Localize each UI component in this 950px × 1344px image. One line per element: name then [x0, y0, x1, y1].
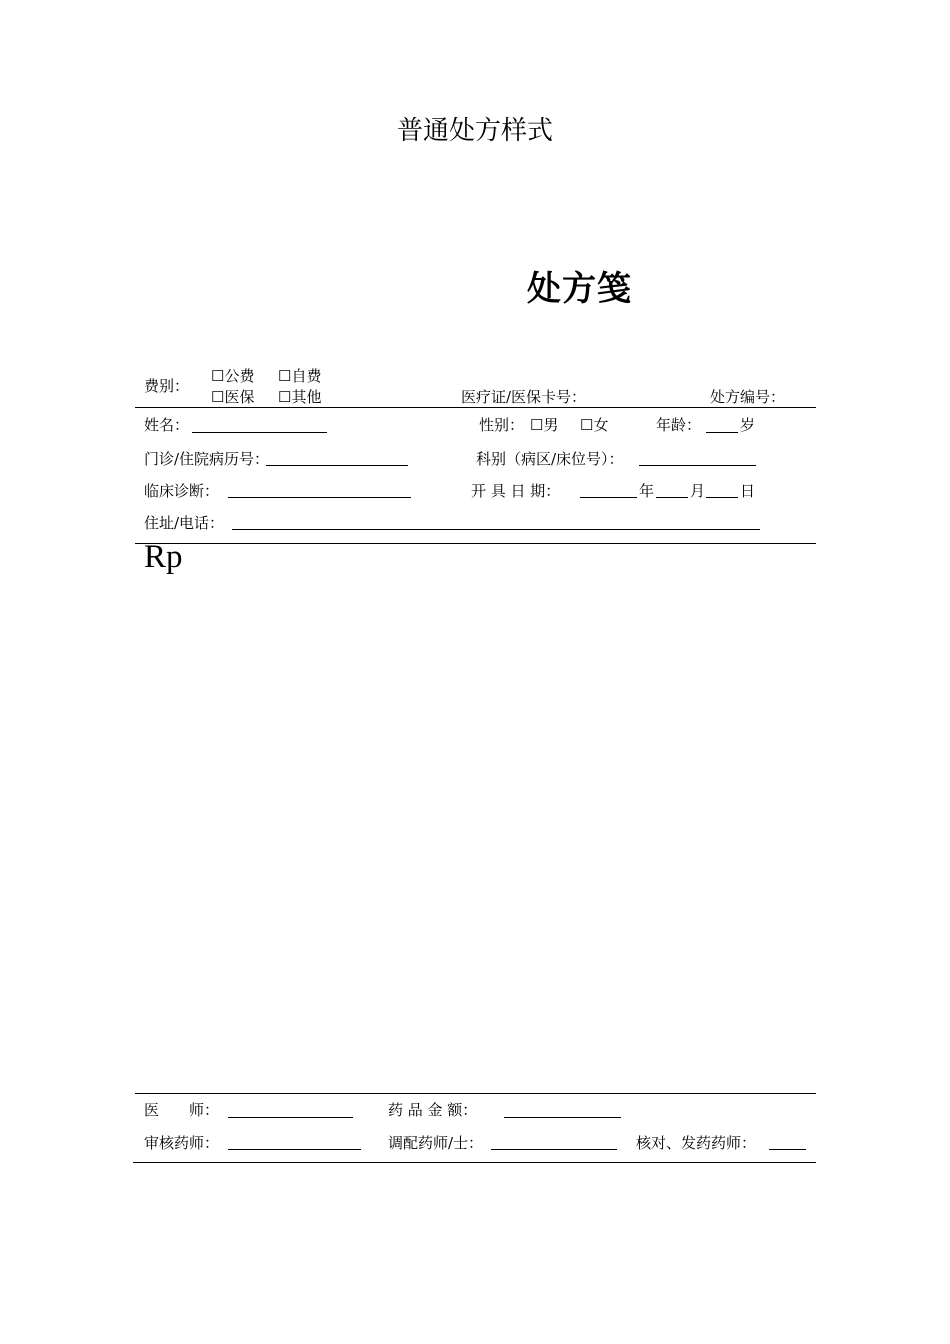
diagnosis-label: 临床诊断： — [144, 482, 220, 500]
header-divider — [135, 407, 816, 408]
fee-option-public[interactable]: ☐公费 — [211, 367, 255, 385]
reviewer-label: 审核药师： — [144, 1134, 220, 1152]
record-number-field[interactable] — [266, 465, 408, 466]
fee-option-other[interactable]: ☐其他 — [278, 388, 322, 406]
fee-category-label: 费别： — [144, 377, 190, 395]
drug-amount-field[interactable] — [504, 1117, 621, 1118]
diagnosis-field[interactable] — [228, 497, 411, 498]
date-day-label: 日 — [740, 482, 756, 500]
date-year-label: 年 — [639, 482, 655, 500]
record-number-label: 门诊/住院病历号： — [144, 450, 270, 468]
date-month-field[interactable] — [656, 497, 688, 498]
age-label: 年龄： — [656, 416, 702, 434]
rx-number-label: 处方编号： — [710, 388, 786, 406]
department-label: 科别（病区/床位号）： — [476, 450, 624, 468]
age-field[interactable] — [706, 432, 738, 433]
gender-label: 性别： — [479, 416, 525, 434]
address-field[interactable] — [232, 529, 760, 530]
doctor-field[interactable] — [228, 1117, 353, 1118]
date-month-label: 月 — [690, 482, 706, 500]
age-unit: 岁 — [740, 416, 756, 434]
doctor-label: 医 师： — [144, 1101, 220, 1119]
date-year-field[interactable] — [580, 497, 637, 498]
footer-top-divider — [135, 1093, 816, 1094]
address-label: 住址/电话： — [144, 514, 225, 532]
issue-date-label: 开 具 日 期： — [471, 482, 561, 500]
gender-female-checkbox[interactable]: ☐女 — [580, 416, 609, 434]
reviewer-field[interactable] — [228, 1149, 361, 1150]
prescription-title: 处方笺 — [527, 269, 632, 309]
gender-male-checkbox[interactable]: ☐男 — [530, 416, 559, 434]
insurance-card-label: 医疗证/医保卡号： — [461, 388, 587, 406]
checker-label: 核对、发药药师： — [636, 1134, 757, 1152]
date-day-field[interactable] — [706, 497, 738, 498]
fee-option-insurance[interactable]: ☐医保 — [211, 388, 255, 406]
fee-option-self[interactable]: ☐自费 — [278, 367, 322, 385]
name-label: 姓名： — [144, 416, 190, 434]
page-heading: 普通处方样式 — [396, 116, 553, 146]
drug-amount-label: 药 品 金 额： — [388, 1101, 478, 1119]
footer-bottom-divider — [133, 1162, 816, 1163]
rp-symbol: Rp — [144, 539, 183, 575]
department-field[interactable] — [639, 465, 756, 466]
patient-info-divider — [135, 543, 816, 544]
name-field[interactable] — [192, 432, 327, 433]
dispenser-label: 调配药师/士： — [388, 1134, 484, 1152]
dispenser-field[interactable] — [491, 1149, 617, 1150]
checker-field[interactable] — [769, 1149, 806, 1150]
